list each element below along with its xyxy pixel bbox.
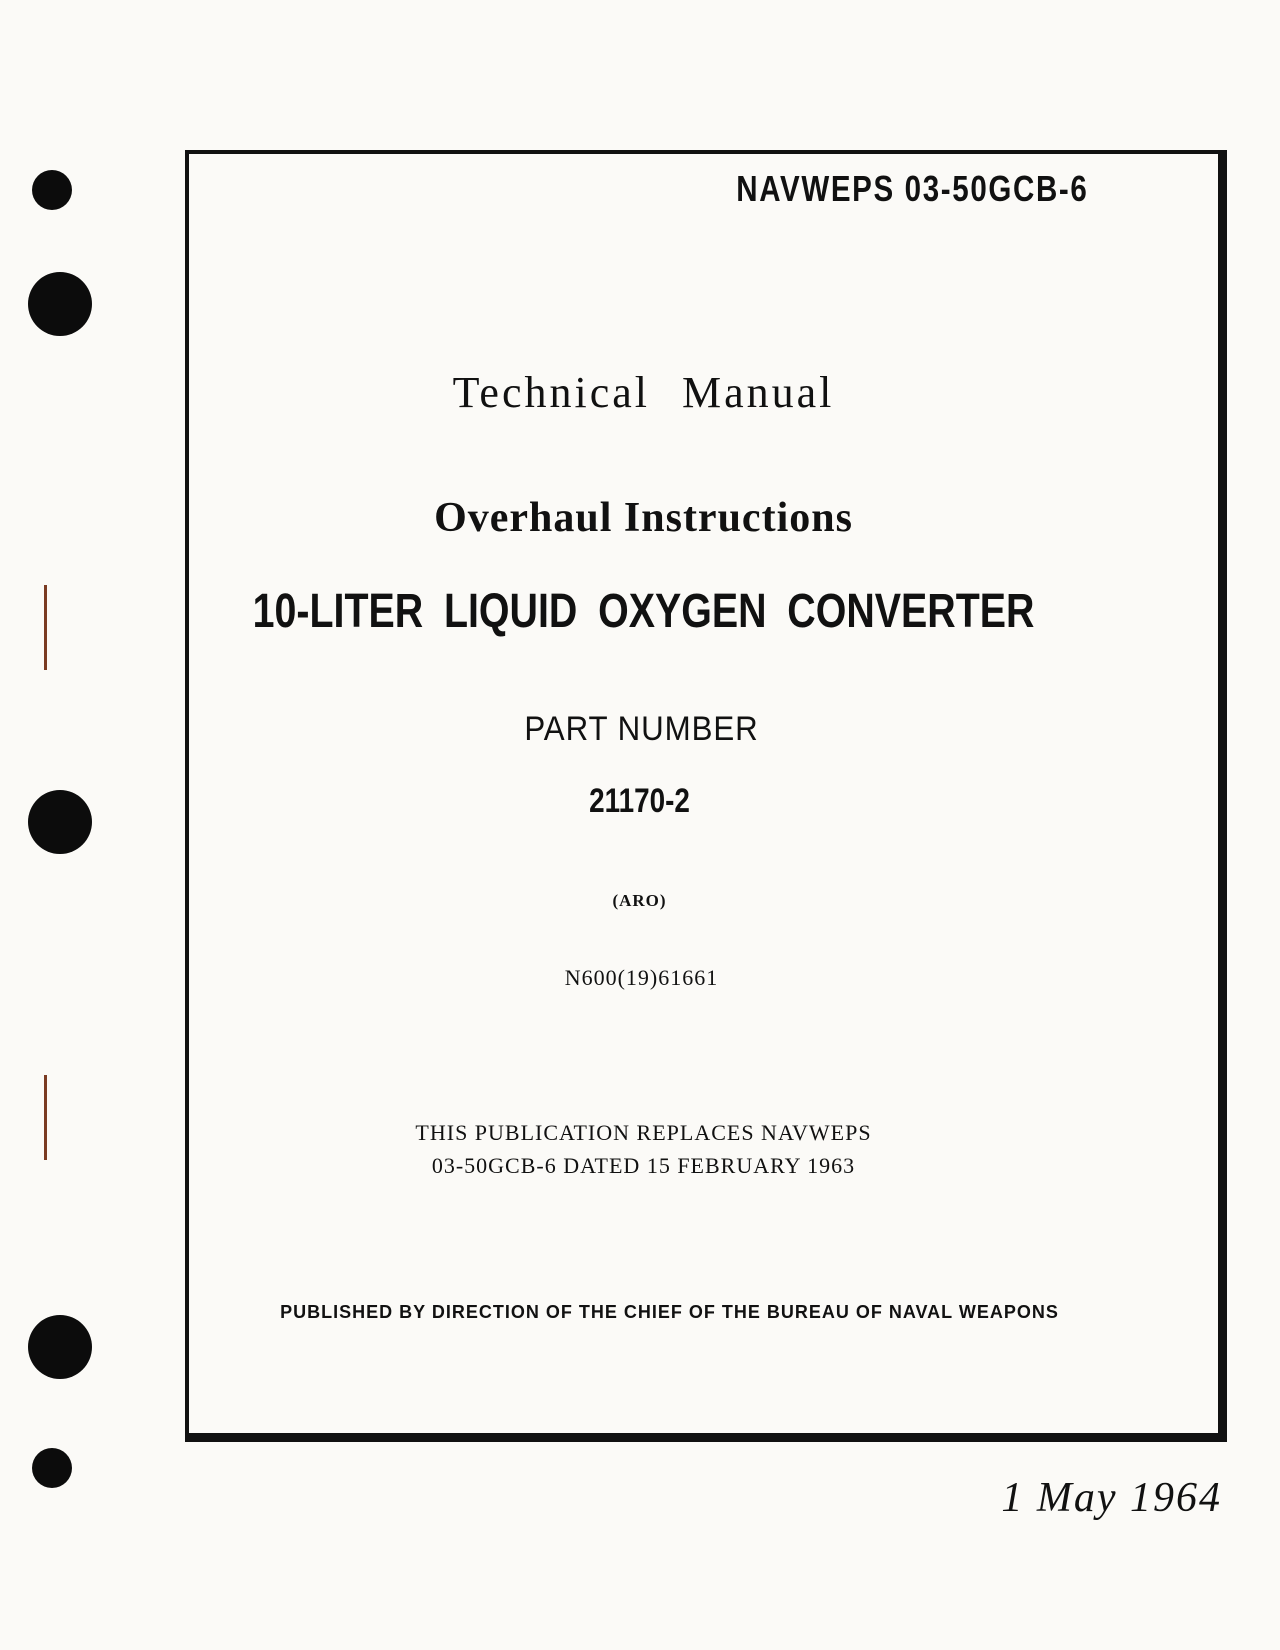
binder-wear-mark — [44, 1075, 47, 1160]
cover-frame — [185, 150, 1227, 1442]
part-number-value: 21170-2 — [589, 782, 690, 820]
replacement-notice-line-1: THIS PUBLICATION REPLACES NAVWEPS — [415, 1120, 872, 1145]
contract-number: N600(19)61661 — [564, 965, 719, 990]
manufacturer-code: (ARO) — [612, 891, 667, 910]
technical-manual-heading: Technical Manual — [452, 368, 835, 417]
main-title: 10-LITER LIQUID OXYGEN CONVERTER — [252, 585, 1035, 638]
publisher-statement: PUBLISHED BY DIRECTION OF THE CHIEF OF THE BUREAU OF NAVAL WEAPONS — [280, 1302, 1059, 1322]
binder-hole — [28, 1315, 92, 1379]
overhaul-instructions-heading: Overhaul Instructions — [434, 495, 853, 541]
binder-hole — [32, 1448, 72, 1488]
binder-hole — [32, 170, 72, 210]
part-number-label: PART NUMBER — [524, 710, 759, 748]
replacement-notice — [129, 1116, 1158, 1182]
publication-date: 1 May 1964 — [1001, 1475, 1222, 1521]
binder-hole — [28, 272, 92, 336]
binder-wear-mark — [44, 585, 47, 670]
document-number: NAVWEPS 03-50GCB-6 — [735, 168, 1088, 209]
binder-hole — [28, 790, 92, 854]
replacement-notice-line-2: 03-50GCB-6 DATED 15 FEBRUARY 1963 — [431, 1153, 856, 1178]
